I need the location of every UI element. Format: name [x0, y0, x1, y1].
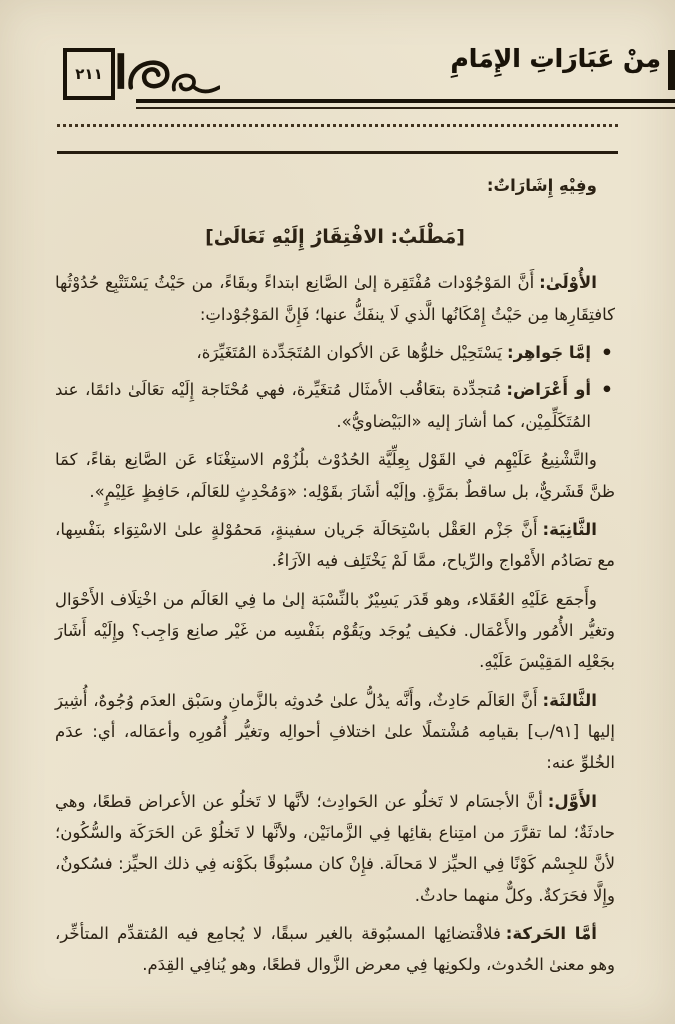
paragraph-text: أَنَّ العَالَم حَادِثٌ، وأَنَّه يدُلُّ علىٰ حُدوثِه بالزَّمانِ وسَبْق العدَم وُجُوهٌ، أُشِيرَ إليها [٩١/ب] بقيامِه مُشْتملًا علىٰ اختلافِ أحوالِه وتغيُّر أُمُورِه وأعمَاله، أي: عدَم الخُلوِّ عنه: — [55, 690, 615, 773]
chapter-title: مِنْ عَبَارَاتِ الإِمَامِ — [450, 44, 661, 73]
bullet-icon: • — [600, 379, 613, 402]
paragraph-text: أَنَّ جَزْم العَقْل باسْتِحَالَة جَريان سفينةٍ، مَحمُوْلةٍ علىٰ الاسْتِوَاء بنَفْسِها، مع تصَادُم الأَمْواج والرِّياح، ممَّا لَمْ يَخْتَلِف فيه الآرَاءُ. — [55, 519, 615, 571]
bullet-lead: أو أَعْرَاض: — [506, 380, 591, 400]
header-rule-thin — [136, 107, 675, 109]
section-title: [مَطْلَبٌ: الافْتِقَارُ إِلَيْهِ تَعَالَىٰ] — [205, 226, 465, 249]
text-top-rule — [57, 151, 618, 154]
paragraph-text: وأَجمَع عَلَيْهِ العُقَلاء، وهو قَدَر يَسِيْرٌ بالنِّسْبَة إلىٰ ما فِي العَالَم من اخْتِلَاف الأَحْوَال وتغيُّر الأُمُور والأَعْمَال. فكيف يُوجَد ويَقُوْم بنَفْسِه من غَيْر صانِع وَاجِب؟ وإِلَيْه أَشَارَ بجَعْلِه المَقِيْسَ عَلَيْهِ. — [55, 589, 615, 672]
paragraph — [55, 584, 615, 678]
paragraph-lead: الثَّالثَة: — [542, 690, 597, 710]
paragraph-lead: الأُوْلَىٰ: — [539, 273, 597, 293]
paragraph — [55, 267, 615, 330]
scroll-ornament-icon — [116, 44, 220, 104]
page-number-badge — [63, 48, 115, 100]
bullet-item — [55, 337, 615, 368]
page-edge-mark — [668, 50, 675, 90]
paragraph-lead: أمَّا الحَركة: — [505, 923, 597, 943]
paragraph — [55, 786, 615, 911]
paragraph — [55, 685, 615, 779]
page-body — [55, 160, 615, 1004]
paragraph-lead: الثَّانِيَة: — [542, 519, 597, 539]
paragraph — [55, 918, 615, 981]
paragraph-lead: الأَوَّل: — [547, 791, 597, 811]
page-number: ٢١١ — [75, 65, 103, 83]
bullet-lead: إمَّا جَواهِر: — [506, 343, 591, 363]
paragraph — [55, 514, 615, 577]
paragraph-text: أَنَّ المَوْجُوْدات مُفْتَقِرة إلىٰ الصَّانِع ابتداءً وبقَاءً، من حَيْثُ يَسْتَتْبِع حُدُوْثُها كافتِقَارِها مِن حَيْثُ إِمْكَانُها الَّذي لَا ينفَكُّ عنها؛ فَإِنَّ المَوْجُوْداتِ: — [55, 273, 615, 324]
bullet-item — [55, 374, 615, 437]
bullet-text: مُتجدِّدة بتعَاقُب الأمثَال مُتغَيِّرة، فهي مُحْتَاجة إِلَيْه تعَالَىٰ دائمًا، عند المُتَكَلِّمِيْن، كما أشارَ إليه «البَيْضاويُّ». — [55, 380, 591, 431]
paragraph-text: والتَّشْنِيعُ عَلَيْهِم في القَوْل بِعِلِّيَّة الحُدُوْث بلُزُوْم الاستِغْنَاء عَن الصَّانِع بقاءً، كمَا ظنَّ قَشَريٌّ، بل ساقطٌ بمَرَّةٍ. وإلَيْه أشَارَ بقَوْلِه: «وَمُحْدِثٍ للعَالَم، حَافِظٍ عَلِيْمٍ». — [55, 450, 615, 501]
intro-line: وفِيْهِ إِشَارَاتٌ: — [486, 176, 597, 195]
bullet-icon: • — [600, 342, 613, 365]
header-rule-thick — [136, 99, 675, 103]
paragraph-text: أنَّ الأجسَام لا تَخلُو عن الحَوادِث؛ لأنَّها لا تَخلُو عن الأعراض قطعًا، وهي حادثَةٌ؛ لما تقرَّرَ من امتِناع بقائِها فِي الزَّمانَيْن، ولأنَّها لا تَخلُوْ عَن الحَرَكَة والسُّكُون؛ لأنَّ للجِسْم كَوْنًا فِي الحيِّز لا مَحالَة. فإِنْ كان مسبُوقًا بكَوْنه فِي ذلك الحيِّز: فسُكونٌ، وإِلَّا فحَرَكةٌ. وكلٌّ منهما حادثٌ. — [55, 791, 615, 905]
paragraph-text: فلاقْتضائِها المسبُوقة بالغير سبقًا، لا يُجامِع فيه المُتقدِّم المتأخِّر، وهو معنىٰ الحُدوث، ولكونِها فِي معرض الزَّوال قطعًا، وهو يُنافِي القِدَم. — [55, 923, 615, 975]
bullet-text: يَسْتَحِيْل خلوُّها عَن الأكوان المُتَجَدِّدة المُتَغَيِّرَة، — [196, 343, 503, 363]
paragraph — [55, 444, 615, 507]
dotted-separator — [57, 124, 618, 127]
